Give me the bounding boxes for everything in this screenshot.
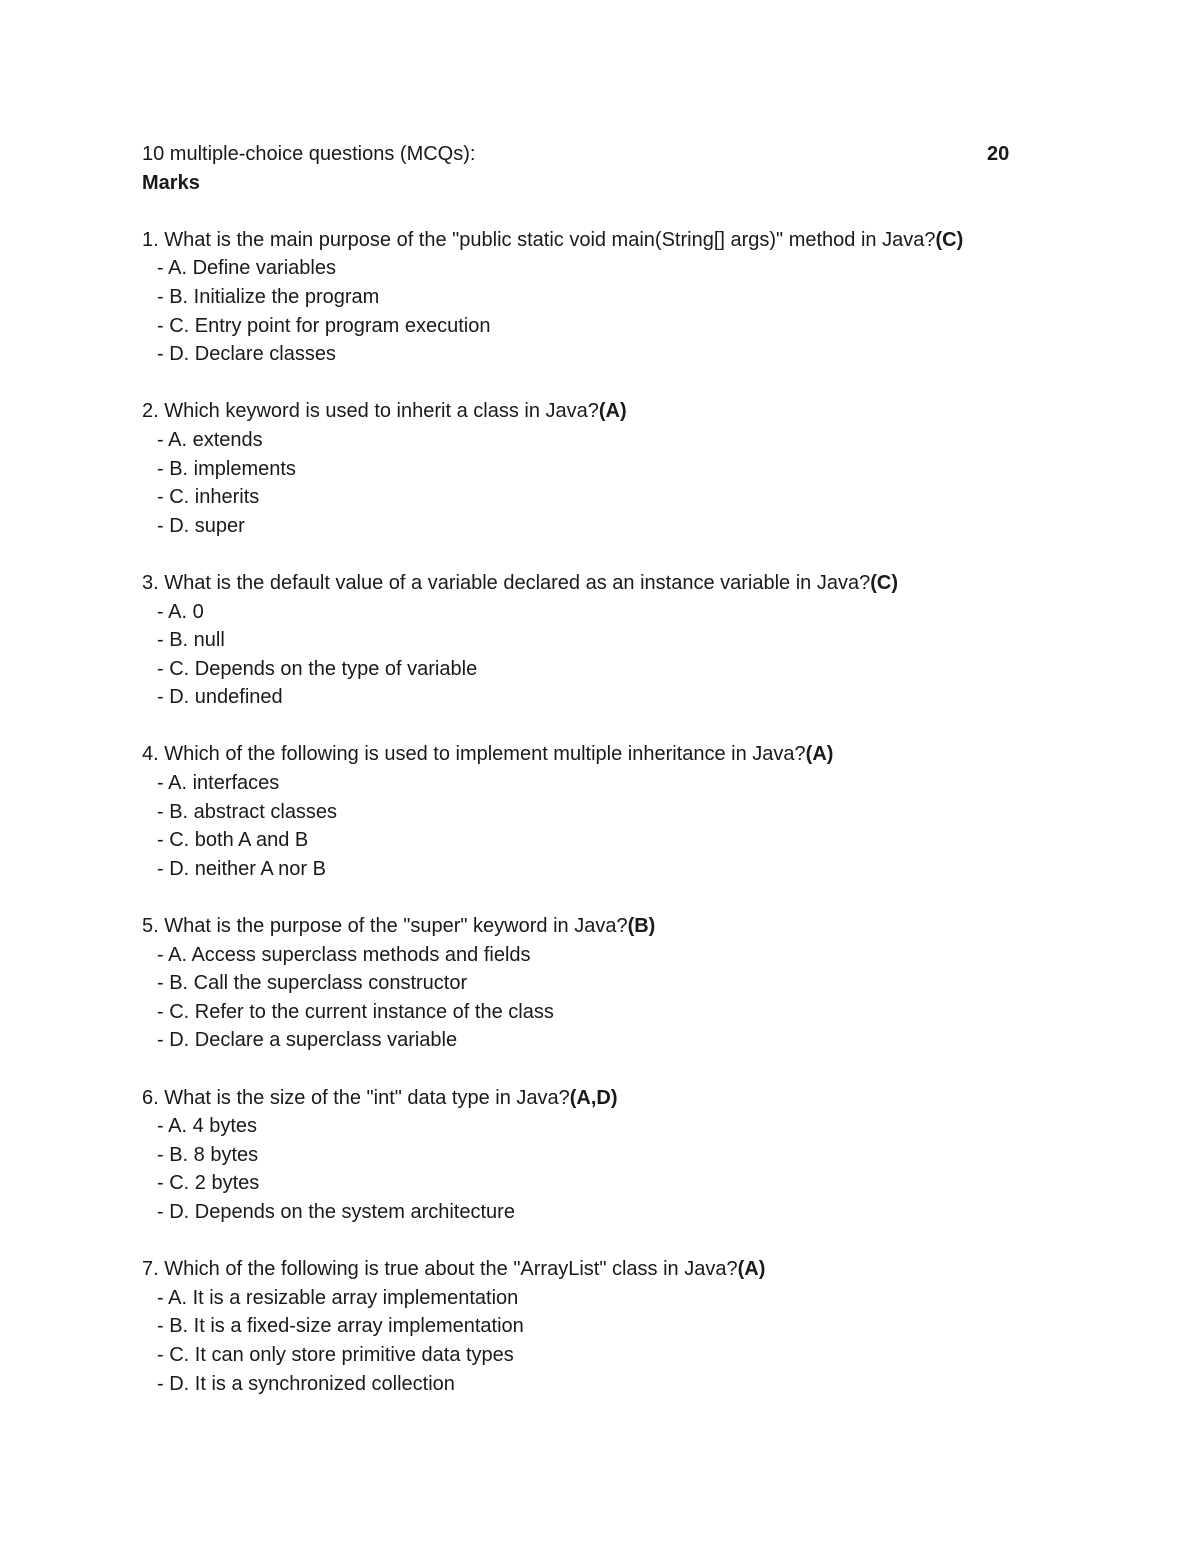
question-line — [142, 226, 1042, 255]
option-item: - B. Initialize the program — [157, 285, 380, 308]
question-block — [142, 912, 1042, 1055]
answer-key: (A) — [737, 1258, 766, 1281]
option-item: - C. inherits — [157, 486, 260, 509]
option-item: - A. 0 — [157, 600, 204, 623]
question-line — [142, 912, 1042, 941]
question-block — [142, 397, 1042, 540]
option-item: - B. null — [157, 629, 225, 652]
question-block — [142, 740, 1042, 883]
question-text: 4. Which of the following is used to implement multiple inheritance in Java? — [142, 743, 806, 766]
option-item: - A. 4 bytes — [157, 1115, 258, 1138]
answer-key: (C) — [935, 228, 964, 251]
spacer — [142, 1055, 1042, 1084]
option-item: - C. 2 bytes — [157, 1172, 260, 1195]
spacer — [142, 540, 1042, 569]
option-item: - A. It is a resizable array implementation — [157, 1286, 519, 1309]
question-block — [142, 226, 1042, 369]
option-item: - D. It is a synchronized collection — [157, 1372, 455, 1395]
answer-key: (C) — [870, 571, 898, 594]
option-item: - B. It is a fixed-size array implementation — [157, 1315, 524, 1338]
option-item: - D. super — [157, 514, 245, 537]
option-item: - B. 8 bytes — [157, 1143, 259, 1166]
option-item: - A. interfaces — [157, 772, 280, 795]
question-list — [142, 226, 1042, 1398]
option-item: - D. neither A nor B — [157, 857, 326, 880]
document-content — [142, 140, 1042, 1398]
question-text: 1. What is the main purpose of the "public static void main(String[] args)" method in Java? — [142, 228, 936, 251]
header-marks-value: 20 — [987, 143, 1010, 165]
answer-key: (B) — [627, 915, 656, 938]
option-item: - B. abstract classes — [157, 800, 338, 823]
answer-key: (A) — [598, 400, 627, 423]
spacer — [142, 369, 1042, 398]
header-title: 10 multiple-choice questions (MCQs): — [142, 143, 476, 165]
spacer — [142, 712, 1042, 741]
question-text: 3. What is the default value of a variable declared as an instance variable in Java? — [142, 571, 871, 594]
option-item: - B. implements — [157, 457, 296, 480]
option-item: - A. extends — [157, 428, 263, 451]
option-item: - C. Depends on the type of variable — [157, 657, 478, 680]
option-item: - B. Call the superclass constructor — [157, 972, 468, 995]
question-line — [142, 1255, 1042, 1284]
option-item: - D. undefined — [157, 686, 283, 709]
option-item: - C. Entry point for program execution — [157, 314, 491, 337]
question-line — [142, 569, 1042, 598]
question-text: 2. Which keyword is used to inherit a class in Java? — [142, 400, 599, 423]
question-text: 5. What is the purpose of the "super" keyword in Java? — [142, 915, 628, 938]
option-item: - D. Depends on the system architecture — [157, 1200, 515, 1223]
question-text: 7. Which of the following is true about the "ArrayList" class in Java? — [142, 1258, 738, 1281]
question-line — [142, 740, 1042, 769]
option-item: - A. Define variables — [157, 257, 336, 280]
option-item: - C. Refer to the current instance of the class — [157, 1000, 554, 1023]
spacer — [142, 197, 1042, 226]
header-marks-label: Marks — [142, 171, 200, 194]
question-line — [142, 1084, 1042, 1113]
answer-key: (A,D) — [569, 1086, 618, 1109]
option-item: - C. both A and B — [157, 829, 309, 852]
option-item: - C. It can only store primitive data types — [157, 1343, 514, 1366]
question-block — [142, 569, 1042, 712]
answer-key: (A) — [805, 743, 834, 766]
question-block — [142, 1084, 1042, 1227]
question-text: 6. What is the size of the "int" data type in Java? — [142, 1086, 570, 1109]
spacer — [142, 883, 1042, 912]
question-block — [142, 1255, 1042, 1398]
spacer — [142, 1227, 1042, 1256]
option-item: - D. Declare a superclass variable — [157, 1029, 458, 1052]
header-row — [142, 140, 1042, 169]
option-item: - D. Declare classes — [157, 343, 336, 366]
option-item: - A. Access superclass methods and fields — [157, 943, 531, 966]
question-line — [142, 397, 1042, 426]
